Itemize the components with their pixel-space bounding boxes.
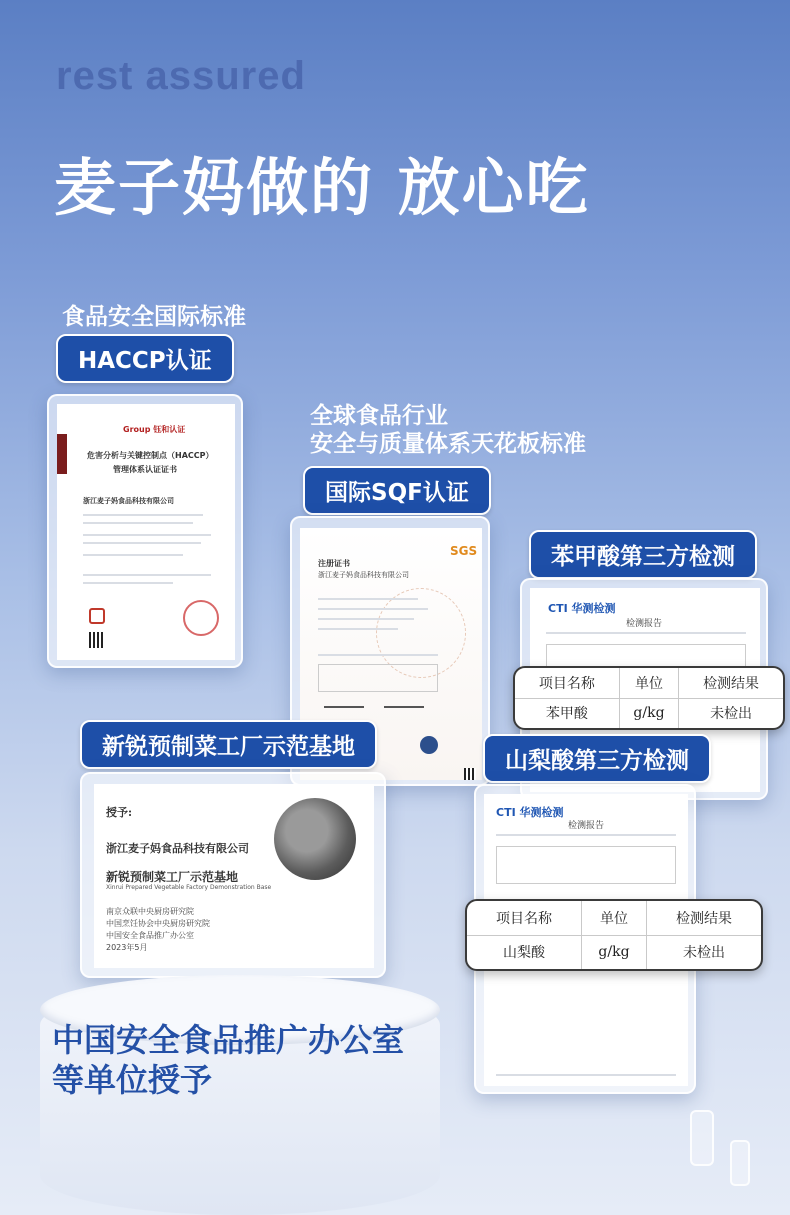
sqf-caption-line-1: 全球食品行业 [310, 403, 448, 429]
text-line [83, 534, 211, 536]
issuer-statement [52, 1020, 404, 1100]
cert-title-2: 管理体系认证证书 [113, 465, 177, 474]
header-result: 检测结果 [647, 901, 761, 935]
text-line [318, 608, 428, 610]
sqf-badge: 国际SQF认证 [303, 466, 491, 515]
tagline: rest assured [56, 54, 306, 98]
issuer-line-1: 中国安全食品推广办公室 [52, 1021, 405, 1059]
base-badge: 新锐预制菜工厂示范基地 [80, 720, 377, 769]
haccp-certificate-frame [47, 394, 243, 668]
issue-date: 2023年5月 [106, 943, 148, 952]
text-line [83, 542, 201, 544]
sqf-cert-company: 浙江麦子妈食品科技有限公司 [318, 571, 409, 579]
cell-unit: g/kg [581, 935, 646, 969]
sqf-caption [310, 402, 586, 458]
report-title: 检测报告 [626, 619, 663, 629]
base-certificate-frame [80, 772, 386, 978]
cell-result: 未检出 [647, 935, 761, 969]
sqf-caption-line-2: 安全与质量体系天花板标准 [310, 431, 586, 457]
header-result: 检测结果 [679, 668, 783, 698]
header-unit: 单位 [619, 668, 678, 698]
signature [384, 706, 424, 708]
issuer-line-2: 等单位授予 [52, 1061, 213, 1099]
cert-company: 浙江麦子妈食品科技有限公司 [83, 497, 174, 505]
header-unit: 单位 [581, 901, 646, 935]
header-item: 项目名称 [467, 901, 581, 935]
signature [324, 706, 364, 708]
haccp-caption: 食品安全国际标准 [62, 304, 246, 330]
cell-result: 未检出 [679, 698, 783, 728]
globe-icon [274, 798, 356, 880]
accreditation-seal-icon [420, 736, 438, 754]
benzoic-result-table [513, 666, 785, 730]
glass-bottle-icon [730, 1140, 750, 1186]
issuer-2: 中国烹饪协会中央厨房研究院 [106, 919, 210, 928]
report-title: 检测报告 [568, 821, 605, 831]
text-line [83, 554, 183, 556]
headline: 麦子妈做的 放心吃 [54, 151, 590, 224]
sgs-logo: SGS [450, 544, 478, 558]
award-to: 授予: [106, 806, 133, 819]
base-title: 新锐预制菜工厂示范基地 [106, 870, 239, 884]
sqf-cert-title: 注册证书 [318, 559, 350, 568]
text-line [83, 574, 211, 576]
base-title-en: Xinrui Prepared Vegetable Factory Demonstration Base [106, 884, 272, 891]
text-line [83, 582, 173, 584]
cell-item: 苯甲酸 [515, 698, 619, 728]
text-line [318, 598, 418, 600]
text-line [83, 514, 203, 516]
qr-code-icon [89, 632, 105, 648]
cert-org: Group 钰和认证 [123, 425, 186, 434]
text-line [83, 522, 193, 524]
text-line [318, 628, 398, 630]
text-line [318, 618, 414, 620]
cti-logo: CTI 华测检测 [548, 602, 616, 615]
issuer-1: 南京众联中央厨房研究院 [106, 907, 194, 916]
text-line [318, 654, 438, 656]
base-company: 浙江麦子妈食品科技有限公司 [106, 842, 249, 855]
qr-code-icon [464, 768, 476, 780]
base-certificate [94, 784, 374, 968]
cert-title-1: 危害分析与关键控制点（HACCP） [87, 451, 214, 460]
text-line [496, 834, 676, 836]
haccp-badge: HACCP认证 [56, 334, 234, 383]
sorbic-result-table [465, 899, 763, 971]
header-item: 项目名称 [515, 668, 619, 698]
red-seal-icon [183, 600, 219, 636]
text-line [546, 632, 746, 634]
info-table [318, 664, 438, 692]
benzoic-badge: 苯甲酸第三方检测 [529, 530, 757, 579]
cell-unit: g/kg [619, 698, 678, 728]
cti-logo: CTI 华测检测 [496, 806, 564, 819]
report-table-preview [496, 846, 676, 884]
footer-line [496, 1074, 676, 1076]
ribbon-decoration [57, 434, 67, 474]
glass-bottle-icon [690, 1110, 714, 1166]
cert-logo-icon [89, 608, 105, 624]
haccp-certificate [57, 404, 235, 660]
cell-item: 山梨酸 [467, 935, 581, 969]
sorbic-badge: 山梨酸第三方检测 [483, 734, 711, 783]
issuer-3: 中国安全食品推广办公室 [106, 931, 194, 940]
